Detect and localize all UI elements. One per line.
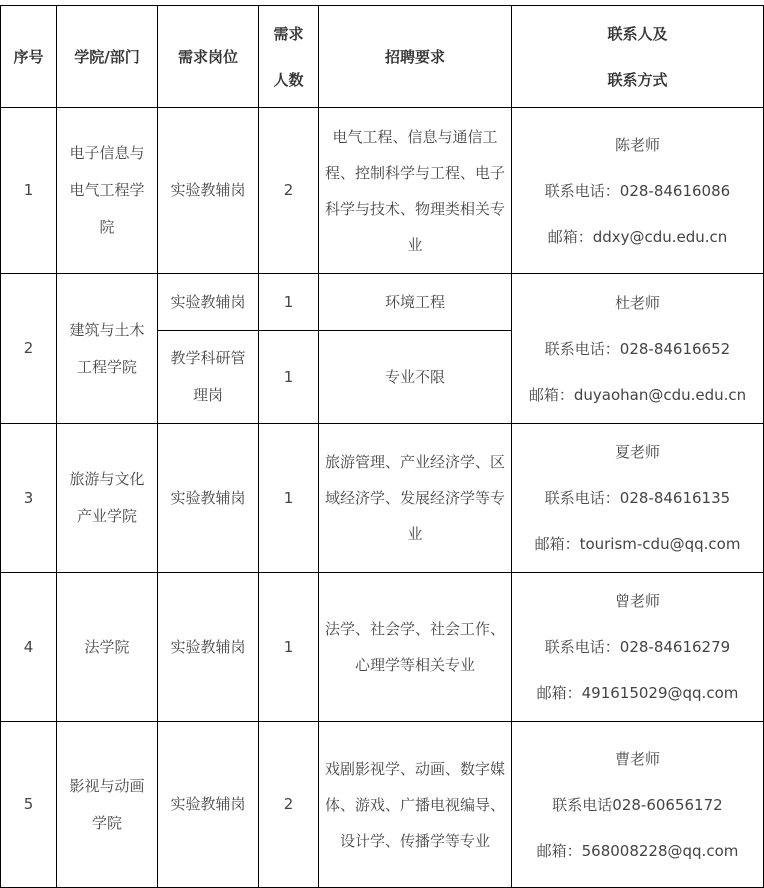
header-post: 需求岗位 xyxy=(158,6,259,108)
row-post: 实验教辅岗 xyxy=(158,573,259,722)
table-row xyxy=(1,573,764,722)
header-contact xyxy=(512,6,764,108)
contact-email: 邮箱：ddxy@cdu.edu.cn xyxy=(547,227,728,246)
row-requirements: 电气工程、信息与通信工程、控制科学与工程、电子科学与技术、物理类相关专业 xyxy=(319,108,512,274)
row-contact xyxy=(512,424,764,573)
contact-phone: 联系电话028-60656172 xyxy=(552,795,723,814)
header-count-line1: 需求 xyxy=(273,24,304,43)
row-contact xyxy=(512,573,764,722)
contact-phone: 联系电话：028-84616279 xyxy=(544,638,731,656)
header-dept: 学院/部门 xyxy=(57,6,158,108)
row-contact xyxy=(512,722,764,888)
row-no: 5 xyxy=(1,722,57,888)
table-row xyxy=(1,274,764,331)
row-requirements: 专业不限 xyxy=(319,331,512,424)
row-post: 实验教辅岗 xyxy=(158,424,259,573)
row-count: 1 xyxy=(259,274,319,331)
row-no: 4 xyxy=(1,573,57,722)
row-count: 2 xyxy=(259,722,319,888)
contact-name: 夏老师 xyxy=(614,443,660,461)
header-contact-line1: 联系人及 xyxy=(607,24,668,43)
row-dept: 电子信息与电气工程学院 xyxy=(57,108,158,274)
row-post: 实验教辅岗 xyxy=(158,722,259,888)
row-count: 1 xyxy=(259,331,319,424)
header-no: 序号 xyxy=(1,6,57,108)
row-post: 实验教辅岗 xyxy=(158,274,259,331)
row-requirements: 法学、社会学、社会工作、心理学等相关专业 xyxy=(319,573,512,722)
contact-name: 陈老师 xyxy=(614,135,660,154)
row-requirements: 戏剧影视学、动画、数字媒体、游戏、广播电视编导、设计学、传播学等专业 xyxy=(319,722,512,888)
row-dept: 旅游与文化产业学院 xyxy=(57,424,158,573)
contact-email: 邮箱：568008228@qq.com xyxy=(536,841,739,860)
row-requirements: 环境工程 xyxy=(319,274,512,331)
contact-phone: 联系电话：028-84616652 xyxy=(544,339,731,358)
contact-phone: 联系电话：028-84616135 xyxy=(544,489,731,507)
row-dept: 影视与动画学院 xyxy=(57,722,158,888)
contact-email: 邮箱：491615029@qq.com xyxy=(536,684,739,702)
row-post: 实验教辅岗 xyxy=(158,108,259,274)
row-contact xyxy=(512,108,764,274)
row-no: 3 xyxy=(1,424,57,573)
row-contact xyxy=(512,274,764,424)
row-count: 1 xyxy=(259,573,319,722)
row-no: 2 xyxy=(1,274,57,424)
contact-name: 杜老师 xyxy=(614,293,660,312)
contact-phone: 联系电话：028-84616086 xyxy=(544,181,731,200)
recruitment-table xyxy=(0,5,764,888)
contact-name: 曹老师 xyxy=(614,749,660,768)
row-count: 1 xyxy=(259,424,319,573)
header-contact-line2: 联系方式 xyxy=(607,70,668,89)
header-requirements: 招聘要求 xyxy=(319,6,512,108)
table-row xyxy=(1,108,764,274)
header-count-line2: 人数 xyxy=(273,70,304,89)
row-post: 教学科研管理岗 xyxy=(158,331,259,424)
table-row xyxy=(1,424,764,573)
contact-name: 曾老师 xyxy=(614,592,660,610)
contact-email: 邮箱：tourism-cdu@qq.com xyxy=(534,535,741,553)
contact-email: 邮箱：duyaohan@cdu.edu.cn xyxy=(528,385,747,404)
row-dept: 法学院 xyxy=(57,573,158,722)
row-requirements: 旅游管理、产业经济学、区域经济学、发展经济学等专业 xyxy=(319,424,512,573)
row-count: 2 xyxy=(259,108,319,274)
table-header-row xyxy=(1,6,764,108)
row-no: 1 xyxy=(1,108,57,274)
header-count xyxy=(259,6,319,108)
table-row xyxy=(1,722,764,888)
row-dept: 建筑与土木工程学院 xyxy=(57,274,158,424)
